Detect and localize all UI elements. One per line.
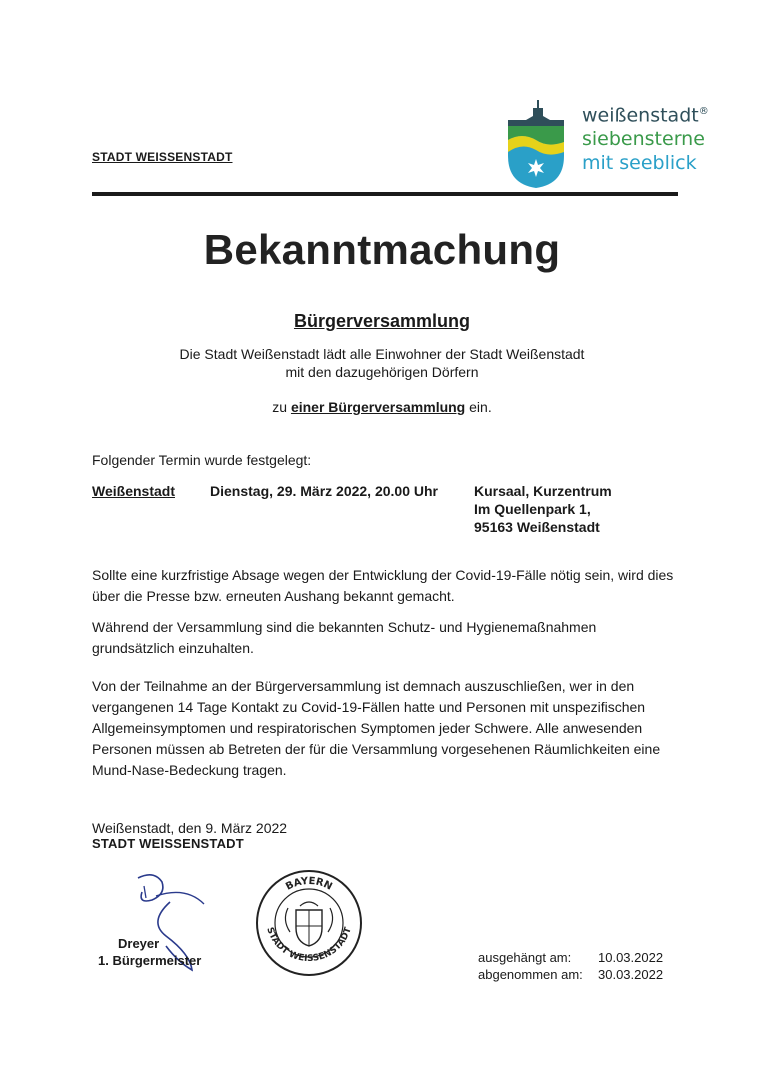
intro-line-2: mit den dazugehörigen Dörfern (285, 364, 479, 380)
logo-line-3: mit seeblick (582, 152, 697, 175)
invite-prefix: zu (272, 399, 288, 415)
appointment-place: Weißenstadt (92, 483, 175, 499)
signature-authority: STADT WEISSENSTADT (92, 836, 244, 851)
paragraph-exclusion: Von der Teilnahme an der Bürgerversammlung ist demnach auszuschließen, wer in den vergangenen 14 Tage Kontakt zu Covid-19-Fällen hatte und Personen mit unspezifischen Allgemeinsymptomen und respiratorischen Symptomen jeder Schwere. Alle anwesenden Personen müssen ab Betreten der für die Versammlung vorgesehenen Räumlichkeiten eine Mund-Nase-Bedeckung tragen. (92, 678, 661, 778)
document-title: Bekanntmachung (203, 226, 561, 273)
intro-text (0, 345, 764, 381)
posting-info (478, 949, 663, 983)
signature-place-date: Weißenstadt, den 9. März 2022 (92, 820, 288, 836)
issuing-authority: STADT WEISSENSTADT (92, 150, 233, 164)
registered-mark: ® (698, 106, 709, 117)
posted-label: ausgehängt am: (478, 950, 572, 965)
signer-role: 1. Bürgermeister (98, 953, 202, 968)
seal-text-bottom: STADT WEISSENSTADT (264, 926, 354, 965)
removed-label: abgenommen am: (478, 967, 583, 982)
document-subtitle: Bürgerversammlung (293, 311, 471, 331)
invite-suffix: ein. (469, 399, 492, 415)
invitation-line (0, 398, 764, 416)
paragraph-hygiene: Während der Versammlung sind die bekannten Schutz- und Hygienemaßnahmen grundsätzlich einzuhalten. (92, 619, 597, 656)
appointment-location (474, 482, 612, 536)
signer-name: Dreyer (118, 936, 160, 951)
location-line-2: Im Quellenpark 1, (474, 501, 591, 517)
location-line-3: 95163 Weißenstadt (474, 519, 600, 535)
paragraph-cancellation: Sollte eine kurzfristige Absage wegen der Entwicklung der Covid-19-Fälle nötig sein, wird dies über die Presse bzw. erneuten Aushang bekannt gemacht. (92, 567, 674, 604)
header-rule (92, 192, 678, 196)
posted-date: 10.03.2022 (598, 950, 664, 965)
svg-text:BAYERN (284, 876, 334, 893)
city-logo-wordmark (582, 100, 709, 175)
invite-bold: einer Bürgerversammlung (290, 399, 466, 415)
removed-date: 30.03.2022 (598, 967, 664, 982)
intro-line-1: Die Stadt Weißenstadt lädt alle Einwohner der Stadt Weißenstadt (179, 346, 585, 362)
logo-line-1: weißenstadt (582, 104, 699, 127)
seal-text-top: BAYERN (284, 875, 334, 893)
logo-line-2: siebensterne (582, 128, 705, 151)
appointment-datetime: Dienstag, 29. März 2022, 20.00 Uhr (210, 483, 438, 499)
location-line-1: Kursaal, Kurzentrum (474, 483, 612, 499)
official-seal-icon (254, 868, 364, 978)
appointment-label: Folgender Termin wurde festgelegt: (92, 452, 312, 468)
